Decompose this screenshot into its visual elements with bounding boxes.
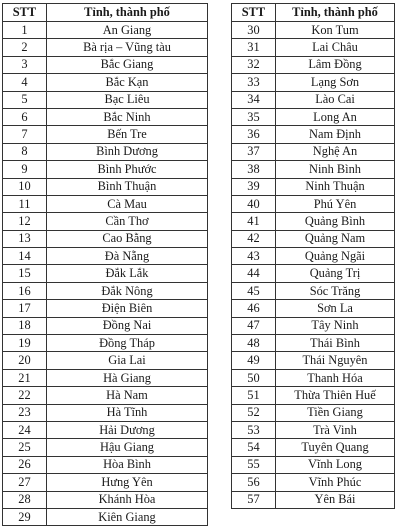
stt-cell: 1 bbox=[3, 22, 47, 39]
province-cell: Sơn La bbox=[276, 300, 395, 317]
stt-cell: 29 bbox=[3, 508, 47, 525]
province-cell: Hà Nam bbox=[47, 387, 208, 404]
province-cell: Bắc Kạn bbox=[47, 74, 208, 91]
stt-cell: 46 bbox=[232, 300, 276, 317]
province-cell: Bến Tre bbox=[47, 126, 208, 143]
table-row bbox=[3, 282, 208, 299]
table-row bbox=[232, 439, 395, 456]
province-cell: Tuyên Quang bbox=[276, 439, 395, 456]
stt-cell: 30 bbox=[232, 22, 276, 39]
table-row bbox=[232, 91, 395, 108]
stt-cell: 25 bbox=[3, 439, 47, 456]
province-cell: Gia Lai bbox=[47, 352, 208, 369]
table-row bbox=[3, 352, 208, 369]
stt-cell: 35 bbox=[232, 108, 276, 125]
stt-cell: 31 bbox=[232, 39, 276, 56]
stt-cell: 32 bbox=[232, 56, 276, 73]
table-row bbox=[3, 39, 208, 56]
table-row bbox=[232, 230, 395, 247]
stt-cell: 3 bbox=[3, 56, 47, 73]
table-row bbox=[3, 474, 208, 491]
stt-header: STT bbox=[232, 4, 276, 22]
table-row bbox=[232, 369, 395, 386]
stt-cell: 54 bbox=[232, 439, 276, 456]
table-row bbox=[3, 369, 208, 386]
header-row bbox=[232, 4, 395, 22]
table-row bbox=[232, 317, 395, 334]
table-row bbox=[232, 248, 395, 265]
table-row bbox=[3, 300, 208, 317]
province-cell: Phú Yên bbox=[276, 195, 395, 212]
table-row bbox=[3, 91, 208, 108]
province-header: Tỉnh, thành phố bbox=[47, 4, 208, 22]
table-row bbox=[232, 265, 395, 282]
province-cell: Thái Bình bbox=[276, 335, 395, 352]
stt-cell: 21 bbox=[3, 369, 47, 386]
table-row bbox=[232, 143, 395, 160]
stt-cell: 41 bbox=[232, 213, 276, 230]
province-cell: Quảng Nam bbox=[276, 230, 395, 247]
province-cell: Bình Dương bbox=[47, 143, 208, 160]
province-cell: Yên Bái bbox=[276, 491, 395, 508]
stt-cell: 4 bbox=[3, 74, 47, 91]
table-row bbox=[3, 22, 208, 39]
table-row bbox=[3, 230, 208, 247]
province-cell: Vĩnh Phúc bbox=[276, 474, 395, 491]
province-cell: Lâm Đồng bbox=[276, 56, 395, 73]
table-row bbox=[3, 74, 208, 91]
province-cell: Hải Dương bbox=[47, 421, 208, 438]
province-cell: Thái Nguyên bbox=[276, 352, 395, 369]
stt-cell: 51 bbox=[232, 387, 276, 404]
province-cell: Khánh Hòa bbox=[47, 491, 208, 508]
province-cell: Tiền Giang bbox=[276, 404, 395, 421]
stt-cell: 43 bbox=[232, 248, 276, 265]
province-cell: Kon Tum bbox=[276, 22, 395, 39]
table-row bbox=[3, 195, 208, 212]
province-cell: Thừa Thiên Huế bbox=[276, 387, 395, 404]
table-row bbox=[232, 22, 395, 39]
province-cell: Bà rịa – Vũng tàu bbox=[47, 39, 208, 56]
table-row bbox=[232, 161, 395, 178]
header-row bbox=[3, 4, 208, 22]
province-cell: Thanh Hóa bbox=[276, 369, 395, 386]
province-cell: Bạc Liêu bbox=[47, 91, 208, 108]
stt-cell: 44 bbox=[232, 265, 276, 282]
table-row bbox=[3, 387, 208, 404]
table-row bbox=[232, 56, 395, 73]
province-cell: Nghệ An bbox=[276, 143, 395, 160]
province-table-left bbox=[2, 3, 208, 526]
province-cell: Trà Vinh bbox=[276, 421, 395, 438]
stt-cell: 38 bbox=[232, 161, 276, 178]
stt-cell: 7 bbox=[3, 126, 47, 143]
stt-cell: 19 bbox=[3, 335, 47, 352]
stt-cell: 33 bbox=[232, 74, 276, 91]
stt-cell: 40 bbox=[232, 195, 276, 212]
table-row bbox=[3, 143, 208, 160]
table-row bbox=[3, 56, 208, 73]
province-cell: Hà Tĩnh bbox=[47, 404, 208, 421]
province-cell: Hòa Bình bbox=[47, 456, 208, 473]
province-cell: Tây Ninh bbox=[276, 317, 395, 334]
stt-cell: 17 bbox=[3, 300, 47, 317]
province-cell: Đắk Nông bbox=[47, 282, 208, 299]
table-row bbox=[3, 317, 208, 334]
stt-cell: 11 bbox=[3, 195, 47, 212]
table-row bbox=[3, 404, 208, 421]
province-cell: Ninh Bình bbox=[276, 161, 395, 178]
table-row bbox=[3, 335, 208, 352]
table-row bbox=[3, 421, 208, 438]
table-row bbox=[232, 404, 395, 421]
stt-cell: 14 bbox=[3, 248, 47, 265]
province-header: Tỉnh, thành phố bbox=[276, 4, 395, 22]
stt-cell: 37 bbox=[232, 143, 276, 160]
stt-cell: 57 bbox=[232, 491, 276, 508]
table-row bbox=[3, 439, 208, 456]
province-cell: Đắk Lắk bbox=[47, 265, 208, 282]
table-row bbox=[232, 335, 395, 352]
stt-cell: 34 bbox=[232, 91, 276, 108]
table-row bbox=[232, 213, 395, 230]
table-row bbox=[232, 387, 395, 404]
stt-cell: 24 bbox=[3, 421, 47, 438]
stt-cell: 47 bbox=[232, 317, 276, 334]
province-cell: Bình Thuận bbox=[47, 178, 208, 195]
province-cell: Lai Châu bbox=[276, 39, 395, 56]
stt-cell: 36 bbox=[232, 126, 276, 143]
province-cell: Nam Định bbox=[276, 126, 395, 143]
province-cell: Đồng Tháp bbox=[47, 335, 208, 352]
province-cell: Quảng Trị bbox=[276, 265, 395, 282]
stt-cell: 6 bbox=[3, 108, 47, 125]
stt-cell: 8 bbox=[3, 143, 47, 160]
stt-cell: 23 bbox=[3, 404, 47, 421]
province-cell: Kiên Giang bbox=[47, 508, 208, 525]
province-cell: Vĩnh Long bbox=[276, 456, 395, 473]
province-cell: Long An bbox=[276, 108, 395, 125]
stt-cell: 39 bbox=[232, 178, 276, 195]
table-row bbox=[3, 508, 208, 525]
stt-cell: 42 bbox=[232, 230, 276, 247]
table-row bbox=[3, 248, 208, 265]
province-cell: Bắc Ninh bbox=[47, 108, 208, 125]
table-row bbox=[3, 213, 208, 230]
province-cell: Quảng Bình bbox=[276, 213, 395, 230]
stt-cell: 5 bbox=[3, 91, 47, 108]
province-cell: Bắc Giang bbox=[47, 56, 208, 73]
stt-cell: 56 bbox=[232, 474, 276, 491]
table-row bbox=[232, 178, 395, 195]
table-row bbox=[232, 474, 395, 491]
province-cell: Ninh Thuận bbox=[276, 178, 395, 195]
province-cell: An Giang bbox=[47, 22, 208, 39]
table-row bbox=[3, 178, 208, 195]
province-cell: Hà Giang bbox=[47, 369, 208, 386]
province-cell: Cao Bằng bbox=[47, 230, 208, 247]
table-body-left bbox=[3, 22, 208, 526]
stt-cell: 2 bbox=[3, 39, 47, 56]
stt-cell: 49 bbox=[232, 352, 276, 369]
table-row bbox=[232, 39, 395, 56]
stt-cell: 20 bbox=[3, 352, 47, 369]
stt-cell: 9 bbox=[3, 161, 47, 178]
table-row bbox=[3, 456, 208, 473]
province-cell: Quảng Ngãi bbox=[276, 248, 395, 265]
province-cell: Đồng Nai bbox=[47, 317, 208, 334]
stt-cell: 16 bbox=[3, 282, 47, 299]
stt-cell: 53 bbox=[232, 421, 276, 438]
stt-cell: 26 bbox=[3, 456, 47, 473]
stt-cell: 55 bbox=[232, 456, 276, 473]
stt-cell: 28 bbox=[3, 491, 47, 508]
stt-cell: 45 bbox=[232, 282, 276, 299]
province-cell: Cà Mau bbox=[47, 195, 208, 212]
table-row bbox=[232, 195, 395, 212]
table-row bbox=[232, 108, 395, 125]
province-cell: Cần Thơ bbox=[47, 213, 208, 230]
table-row bbox=[232, 300, 395, 317]
table-row bbox=[3, 126, 208, 143]
table-row bbox=[3, 491, 208, 508]
stt-cell: 48 bbox=[232, 335, 276, 352]
stt-cell: 18 bbox=[3, 317, 47, 334]
table-row bbox=[232, 491, 395, 508]
table-row bbox=[232, 456, 395, 473]
table-body-right bbox=[232, 22, 395, 509]
table-row bbox=[232, 126, 395, 143]
province-cell: Đà Nẵng bbox=[47, 248, 208, 265]
province-cell: Hưng Yên bbox=[47, 474, 208, 491]
stt-cell: 15 bbox=[3, 265, 47, 282]
stt-cell: 27 bbox=[3, 474, 47, 491]
province-cell: Hậu Giang bbox=[47, 439, 208, 456]
table-row bbox=[232, 282, 395, 299]
stt-cell: 12 bbox=[3, 213, 47, 230]
stt-cell: 13 bbox=[3, 230, 47, 247]
table-row bbox=[232, 74, 395, 91]
table-row bbox=[3, 265, 208, 282]
stt-cell: 10 bbox=[3, 178, 47, 195]
table-row bbox=[3, 108, 208, 125]
stt-cell: 52 bbox=[232, 404, 276, 421]
table-row bbox=[232, 352, 395, 369]
table-row bbox=[3, 161, 208, 178]
stt-header: STT bbox=[3, 4, 47, 22]
province-table-right bbox=[231, 3, 395, 509]
province-cell: Điện Biên bbox=[47, 300, 208, 317]
province-cell: Lạng Sơn bbox=[276, 74, 395, 91]
stt-cell: 50 bbox=[232, 369, 276, 386]
province-cell: Lào Cai bbox=[276, 91, 395, 108]
stt-cell: 22 bbox=[3, 387, 47, 404]
province-cell: Sóc Trăng bbox=[276, 282, 395, 299]
table-row bbox=[232, 421, 395, 438]
province-cell: Bình Phước bbox=[47, 161, 208, 178]
